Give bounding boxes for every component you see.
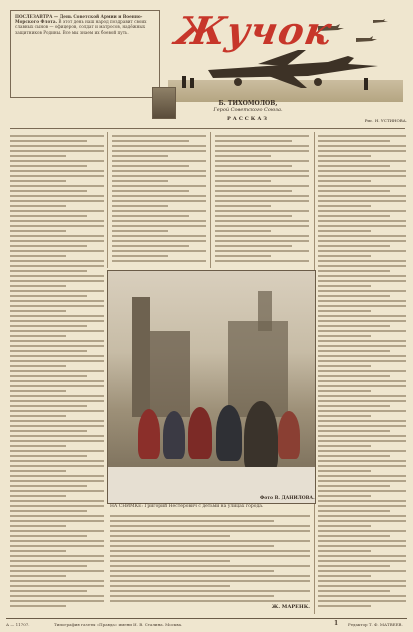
page-number: 1 [334,620,339,627]
editorial-box [10,10,160,98]
byline [178,100,318,123]
story-column-4 [318,132,406,610]
masthead-title: Жучок [172,8,336,53]
editorial-text: В этот день наш народ поздравит своих славных сынов — офицеров, солдат и матросов, надёжных защитников Родины. Все мы знаем их боевой путь. [15,19,147,35]
column-rule [210,132,211,268]
author-portrait [152,87,176,119]
photo-story-text [110,512,310,605]
footer-imprint: Типография газеты «Правда» имени И. В. Сталина. Москва. [54,622,183,627]
story-column-1 [10,132,104,610]
page-footer [6,618,407,627]
footer-editor: Редактор Т. Ф. МАТВЕЕВ. [348,622,403,627]
column-rule [107,132,108,268]
author-rank: Герой Советского Союза. [213,107,283,113]
photo-caption: НА СНИМКЕ: Григорий Нестерович с детьми на улицах города. [110,504,264,509]
story-column-2 [112,132,206,265]
footer-code: А — 11707. [6,622,30,627]
section-divider [10,128,405,129]
genre-label: РАССКАЗ [226,116,270,122]
article-signature: Ж. МАРЕНК. [271,604,310,610]
illustrator-credit: Рис. Н. УСТИНОВА. [364,118,407,123]
ruins-photo [107,270,316,504]
masthead [168,8,403,108]
story-column-3 [215,132,309,265]
editorial-lead: ПОСЛЕЗАВТРА — День Советской Армии и Военно-Морского Флота. [15,14,143,25]
author-name: Б. ТИХОМОЛОВ, [218,100,278,107]
photo-credit: Фото В. ДАНИЛОВА. [260,496,315,501]
